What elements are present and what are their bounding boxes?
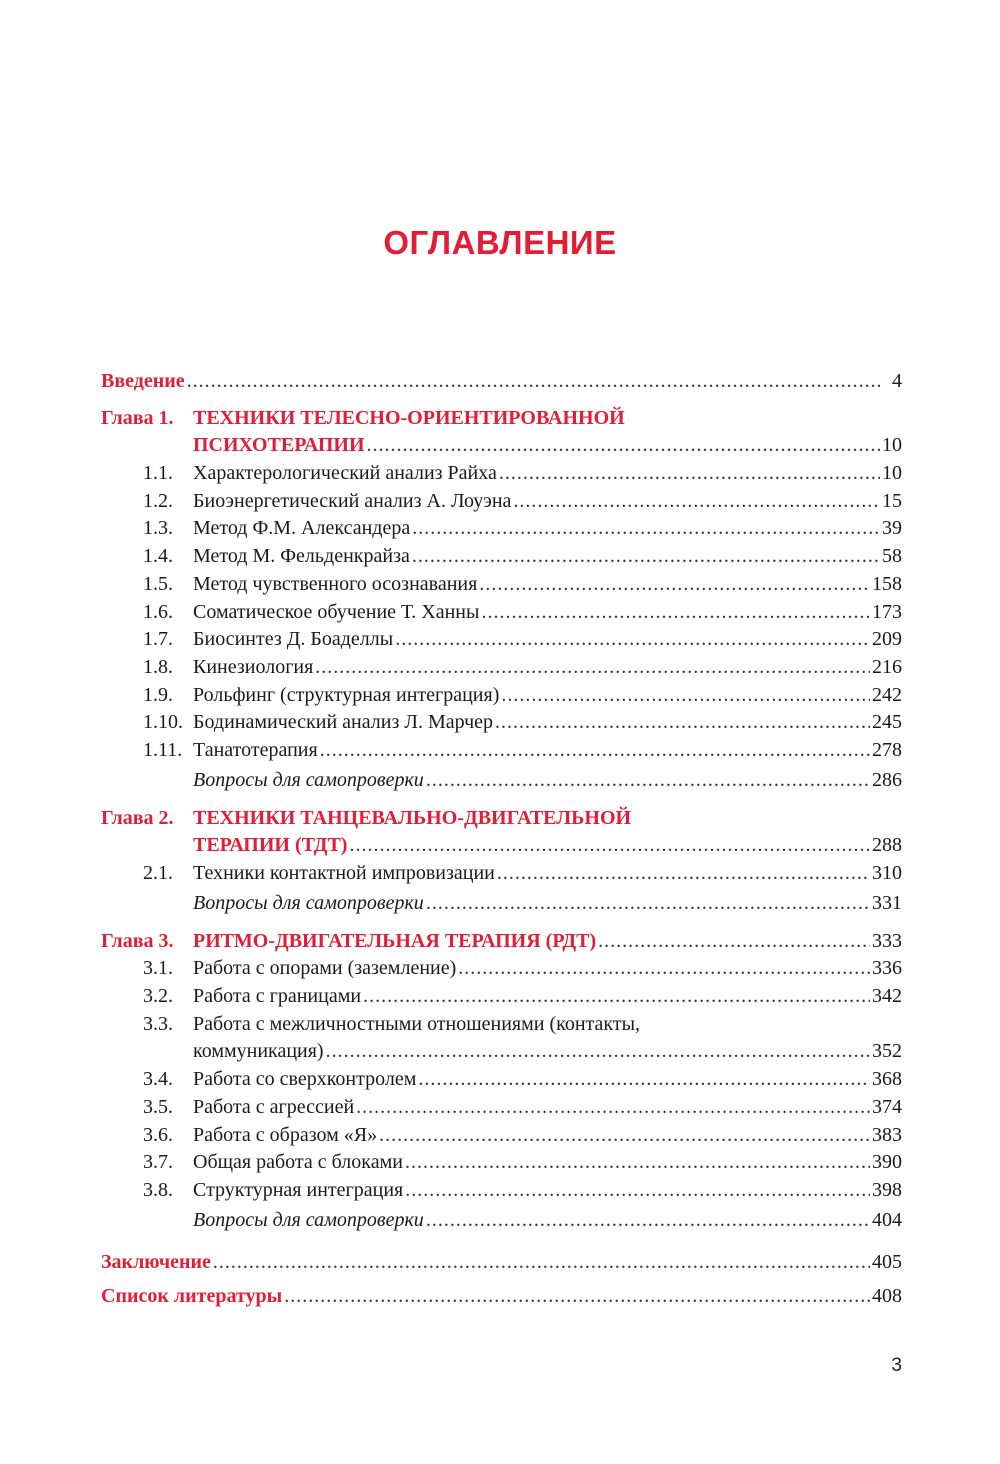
toc-page-number: 10 <box>882 434 902 457</box>
toc-section[interactable] <box>101 682 902 710</box>
chapter-label: Глава 3. <box>101 929 174 952</box>
dot-leader <box>418 1066 870 1094</box>
section-number: 3.3. <box>143 1012 173 1035</box>
section-title: Бодинамический анализ Л. Марчер <box>193 711 494 734</box>
toc-section[interactable] <box>101 983 902 1011</box>
dot-leader <box>213 1245 870 1279</box>
section-number: 1.6. <box>143 600 173 623</box>
section-title: коммуникация) <box>193 1040 324 1063</box>
dot-leader <box>412 515 880 543</box>
toc-section[interactable] <box>101 1011 902 1039</box>
toc-page-number: 383 <box>872 1123 902 1146</box>
toc-page-number: 58 <box>882 545 902 568</box>
chapter-title: РИТМО-ДВИГАТЕЛЬНАЯ ТЕРАПИЯ (РДТ) <box>193 929 597 952</box>
section-number: 3.5. <box>143 1095 173 1118</box>
dot-leader <box>379 1122 870 1150</box>
section-number: 1.10. <box>143 711 183 734</box>
toc-page-number: 158 <box>872 572 902 595</box>
section-title: Метод чувственного осознавания <box>193 572 478 595</box>
dot-leader <box>513 488 880 516</box>
toc-page-number: 352 <box>872 1040 902 1063</box>
toc-page-number: 405 <box>872 1250 902 1273</box>
dot-leader <box>315 654 870 682</box>
dot-leader <box>499 460 880 488</box>
toc-chapter-1-heading-cont[interactable] <box>101 432 902 460</box>
section-number: 1.7. <box>143 628 173 651</box>
toc-page-number: 331 <box>872 891 902 914</box>
chapter-title: ТЕХНИКИ ТАНЦЕВАЛЬНО-ДВИГАТЕЛЬНОЙ <box>193 806 632 829</box>
section-title: Кинезиология <box>193 655 314 678</box>
questions-title: Вопросы для самопроверки <box>193 768 424 791</box>
toc-section[interactable] <box>101 1094 902 1122</box>
section-number: 3.2. <box>143 985 173 1008</box>
toc-page-number: 333 <box>872 929 902 952</box>
toc-section[interactable] <box>101 1066 902 1094</box>
section-title: Работа с опорами (заземление) <box>193 957 457 980</box>
dot-leader <box>349 832 870 860</box>
section-title: Структурная интеграция <box>193 1178 404 1201</box>
dot-leader <box>320 737 870 765</box>
toc-section[interactable] <box>101 626 902 654</box>
toc-page-number: 39 <box>882 517 902 540</box>
dot-leader <box>426 1205 870 1236</box>
toc-section[interactable] <box>101 599 902 627</box>
toc-page-number: 10 <box>882 462 902 485</box>
toc-page-number: 368 <box>872 1068 902 1091</box>
toc-chapter-3-heading[interactable] <box>101 928 902 956</box>
section-title: Метод Ф.М. Александера <box>193 517 411 540</box>
dot-leader <box>405 1177 870 1205</box>
dot-leader <box>426 765 870 796</box>
toc-page-number: 342 <box>872 985 902 1008</box>
toc-section[interactable] <box>101 571 902 599</box>
dot-leader <box>479 571 870 599</box>
section-number: 1.1. <box>143 462 173 485</box>
dot-leader <box>363 983 870 1011</box>
section-number: 1.9. <box>143 683 173 706</box>
toc-section[interactable] <box>101 488 902 516</box>
section-number: 2.1. <box>143 862 173 884</box>
questions-title: Вопросы для самопроверки <box>193 891 424 914</box>
toc-page-number: 390 <box>872 1151 902 1174</box>
toc-chapter-1-heading[interactable] <box>101 405 902 433</box>
toc-page-number: 216 <box>872 655 902 678</box>
toc-section[interactable] <box>101 654 902 682</box>
toc-page-number: 209 <box>872 628 902 651</box>
chapter-title: ТЕХНИКИ ТЕЛЕСНО-ОРИЕНТИРОВАННОЙ <box>193 406 625 429</box>
section-number: 1.2. <box>143 489 173 512</box>
toc-questions[interactable] <box>101 1205 902 1236</box>
toc-page-number: 4 <box>892 370 902 392</box>
dot-leader <box>395 626 870 654</box>
section-title: Работа с границами <box>193 985 362 1008</box>
section-title: Характерологический анализ Райха <box>193 462 497 485</box>
toc-page-number: 398 <box>872 1178 902 1201</box>
dot-leader <box>326 1038 870 1066</box>
dot-leader <box>598 928 870 956</box>
section-number: 1.4. <box>143 545 173 568</box>
dot-leader <box>356 1094 870 1122</box>
toc-questions[interactable] <box>101 765 902 796</box>
table-of-contents <box>101 368 902 1313</box>
dot-leader <box>284 1279 870 1313</box>
toc-section[interactable] <box>101 1149 902 1177</box>
section-title: Соматическое обучение Т. Ханны <box>193 600 480 623</box>
section-title: Общая работа с блоками <box>193 1151 403 1174</box>
toc-entry-bibliography[interactable] <box>101 1279 902 1313</box>
toc-section[interactable] <box>101 737 902 765</box>
section-title: Метод М. Фельденкрайза <box>193 545 410 568</box>
section-number: 3.6. <box>143 1123 173 1146</box>
toc-section[interactable] <box>101 709 902 737</box>
section-number: 1.8. <box>143 655 173 678</box>
chapter-title: ПСИХОТЕРАПИИ <box>193 434 365 457</box>
toc-entry-title: Список литературы <box>101 1284 283 1307</box>
section-title: Работа с агрессией <box>193 1095 355 1118</box>
toc-section[interactable] <box>101 543 902 571</box>
dot-leader <box>501 682 870 710</box>
toc-page-number: 242 <box>872 683 902 706</box>
dot-leader <box>405 1149 870 1177</box>
toc-page-number: 173 <box>872 600 902 623</box>
dot-leader <box>481 599 870 627</box>
section-number: 3.8. <box>143 1178 173 1201</box>
section-title: Работа со сверхконтролем <box>193 1068 417 1091</box>
dot-leader <box>495 709 870 737</box>
toc-section[interactable] <box>101 955 902 983</box>
section-title: Техники контактной импровизации <box>193 862 495 884</box>
dot-leader <box>412 543 880 571</box>
toc-page-number: 336 <box>872 957 902 980</box>
chapter-label: Глава 1. <box>101 406 174 429</box>
toc-entry-introduction[interactable] <box>101 368 902 396</box>
toc-entry-title: Введение <box>101 370 185 392</box>
toc-questions[interactable] <box>101 888 902 919</box>
page-title: ОГЛАВЛЕНИЕ <box>383 224 617 261</box>
toc-section[interactable] <box>101 1122 902 1150</box>
toc-section[interactable] <box>101 860 902 888</box>
chapter-title: ТЕРАПИИ (ТДТ) <box>193 834 348 857</box>
section-number: 3.1. <box>143 957 173 980</box>
toc-page-number: 288 <box>872 834 902 857</box>
toc-section[interactable] <box>101 1177 902 1205</box>
chapter-label: Глава 2. <box>101 806 174 829</box>
section-number: 1.5. <box>143 572 173 595</box>
section-number: 1.3. <box>143 517 173 540</box>
toc-page-number: 404 <box>872 1208 902 1231</box>
toc-section-cont[interactable] <box>101 1038 902 1066</box>
dot-leader <box>426 888 870 919</box>
questions-title: Вопросы для самопроверки <box>193 1208 424 1231</box>
section-number: 3.7. <box>143 1151 173 1174</box>
section-title: Танатотерапия <box>193 738 318 761</box>
toc-section[interactable] <box>101 515 902 543</box>
toc-chapter-2-heading-cont[interactable] <box>101 832 902 860</box>
toc-page-number: 408 <box>872 1284 902 1307</box>
section-title: Биосинтез Д. Боаделлы <box>193 628 394 651</box>
dot-leader <box>367 432 881 460</box>
section-title: Работа с образом «Я» <box>193 1123 378 1146</box>
section-title: Биоэнергетический анализ А. Лоуэна <box>193 489 512 512</box>
page-number: 3 <box>891 1355 902 1376</box>
dot-leader <box>458 955 870 983</box>
dot-leader <box>187 368 880 396</box>
section-title: Работа с межличностными отношениями (контакты, <box>193 1012 641 1035</box>
toc-page-number: 15 <box>882 489 902 512</box>
toc-entry-title: Заключение <box>101 1250 211 1273</box>
toc-page-number: 278 <box>872 738 902 761</box>
toc-page-number: 286 <box>872 768 902 791</box>
toc-page-number: 374 <box>872 1095 902 1118</box>
section-title: Рольфинг (структурная интеграция) <box>193 683 500 706</box>
toc-entry-conclusion[interactable] <box>101 1245 902 1279</box>
toc-chapter-2-heading[interactable] <box>101 805 902 833</box>
toc-section[interactable] <box>101 460 902 488</box>
toc-page-number: 245 <box>872 711 902 734</box>
section-number: 1.11. <box>143 738 183 761</box>
section-number: 3.4. <box>143 1068 173 1091</box>
dot-leader <box>497 860 870 888</box>
toc-page-number: 310 <box>872 862 902 884</box>
